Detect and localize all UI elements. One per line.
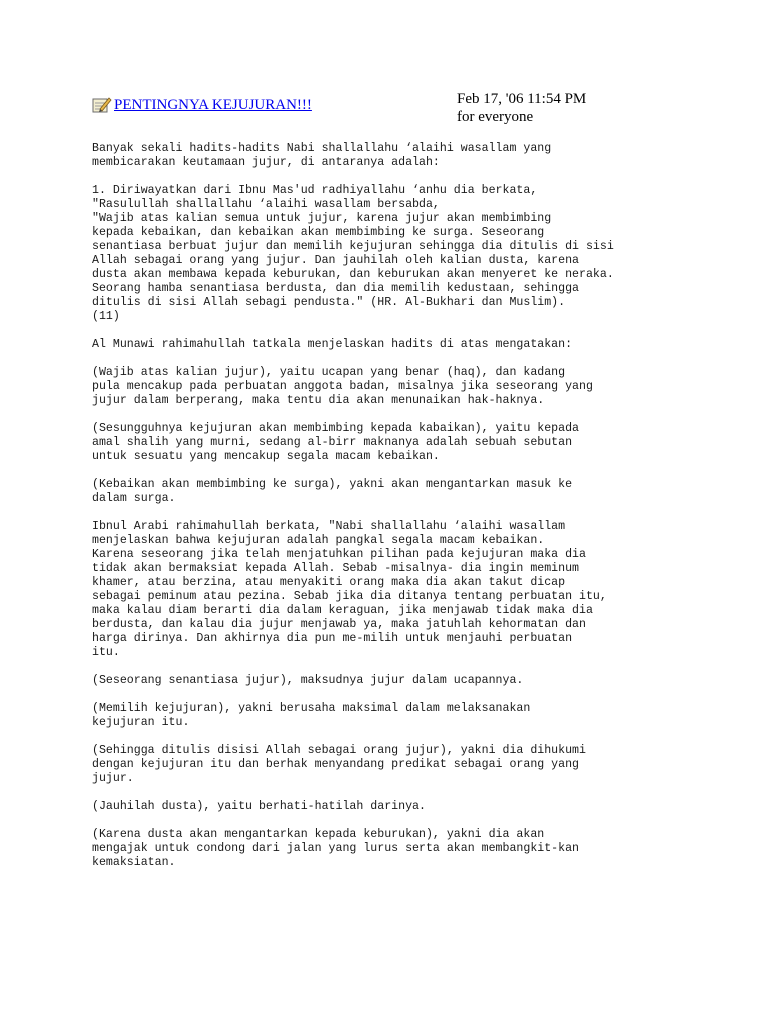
paragraph-line: mengajak untuk condong dari jalan yang lurus serta akan membangkit-kan xyxy=(92,842,580,855)
paragraph-line: Seorang hamba senantiasa berdusta, dan dia memilih kedustaan, sehingga xyxy=(92,282,580,295)
paragraph-line: menjelaskan bahwa kejujuran adalah pangkal segala macam kebaikan. xyxy=(92,534,545,547)
paragraph-line: sebagai peminum atau pezina. Sebab jika dia ditanya tentang perbuatan itu, xyxy=(92,590,607,603)
paragraph-line: (Wajib atas kalian jujur), yaitu ucapan yang benar (haq), dan kadang xyxy=(92,366,566,379)
post-visibility: for everyone xyxy=(457,109,534,125)
post-body xyxy=(92,142,742,884)
paragraph-line: (Memilih kejujuran), yakni berusaha maksimal dalam melaksanakan xyxy=(92,702,531,715)
paragraph-line: tidak akan bermaksiat kepada Allah. Sebab -misalnya- dia ingin meminum xyxy=(92,562,580,575)
paragraph-line: harga dirinya. Dan akhirnya dia pun me-milih untuk menjauhi perbuatan xyxy=(92,632,573,645)
paragraph-line: kemaksiatan. xyxy=(92,856,176,869)
paragraph-line: jujur. xyxy=(92,772,134,785)
paragraph-line: 1. Diriwayatkan dari Ibnu Mas'ud radhiyallahu ‘anhu dia berkata, xyxy=(92,184,538,197)
body-paragraph xyxy=(92,800,742,814)
paragraph-line: maka kalau diam berarti dia dalam keraguan, jika menjawab tidak maka dia xyxy=(92,604,593,617)
paragraph-line: Banyak sekali hadits-hadits Nabi shallallahu ‘alaihi wasallam yang xyxy=(92,142,552,155)
body-paragraph xyxy=(92,184,742,324)
paragraph-line: membicarakan keutamaan jujur, di antaranya adalah: xyxy=(92,156,440,169)
paragraph-line: (Seseorang senantiasa jujur), maksudnya jujur dalam ucapannya. xyxy=(92,674,524,687)
body-paragraph xyxy=(92,702,742,730)
body-paragraph xyxy=(92,520,742,660)
paragraph-line: (Jauhilah dusta), yaitu berhati-hatilah darinya. xyxy=(92,800,426,813)
paragraph-line: khamer, atau berzina, atau menyakiti orang maka dia akan takut dicap xyxy=(92,576,566,589)
paragraph-line: amal shalih yang murni, sedang al-birr maknanya adalah sebuah sebutan xyxy=(92,436,573,449)
paragraph-line: senantiasa berbuat jujur dan memilih kejujuran sehingga dia ditulis di sisi xyxy=(92,240,614,253)
paragraph-line: berdusta, dan kalau dia jujur menjawab ya, maka jatuhlah kehormatan dan xyxy=(92,618,586,631)
paragraph-line: kepada kebaikan, dan kebaikan akan membimbing ke surga. Seseorang xyxy=(92,226,545,239)
body-paragraph xyxy=(92,828,742,870)
paragraph-line: untuk sesuatu yang mencakup segala macam kebaikan. xyxy=(92,450,440,463)
notepad-pencil-icon xyxy=(92,96,112,114)
paragraph-line: (11) xyxy=(92,310,120,323)
post-header xyxy=(92,90,692,130)
paragraph-line: (Sesungguhnya kejujuran akan membimbing kepada kabaikan), yaitu kepada xyxy=(92,422,580,435)
body-paragraph xyxy=(92,478,742,506)
paragraph-line: Ibnul Arabi rahimahullah berkata, "Nabi shallallahu ‘alaihi wasallam xyxy=(92,520,566,533)
body-paragraph xyxy=(92,338,742,352)
paragraph-line: (Sehingga ditulis disisi Allah sebagai orang jujur), yakni dia dihukumi xyxy=(92,744,586,757)
paragraph-line: itu. xyxy=(92,646,120,659)
paragraph-line: Al Munawi rahimahullah tatkala menjelaskan hadits di atas mengatakan: xyxy=(92,338,573,351)
body-paragraph xyxy=(92,142,742,170)
paragraph-line: dengan kejujuran itu dan berhak menyandang predikat sebagai orang yang xyxy=(92,758,580,771)
body-paragraph xyxy=(92,366,742,408)
body-paragraph xyxy=(92,674,742,688)
post-title-row xyxy=(92,96,312,114)
paragraph-line: "Wajib atas kalian semua untuk jujur, karena jujur akan membimbing xyxy=(92,212,552,225)
post-title-link[interactable]: PENTINGNYA KEJUJURAN!!! xyxy=(114,97,312,113)
paragraph-line: ditulis di sisi Allah sebagi pendusta." (HR. Al-Bukhari dan Muslim). xyxy=(92,296,566,309)
post-date: Feb 17, '06 11:54 PM xyxy=(457,91,587,107)
paragraph-line: kejujuran itu. xyxy=(92,716,190,729)
paragraph-line: dalam surga. xyxy=(92,492,176,505)
paragraph-line: (Karena dusta akan mengantarkan kepada keburukan), yakni dia akan xyxy=(92,828,545,841)
body-paragraph xyxy=(92,422,742,464)
paragraph-line: (Kebaikan akan membimbing ke surga), yakni akan mengantarkan masuk ke xyxy=(92,478,573,491)
paragraph-line: Allah sebagai orang yang jujur. Dan jauhilah oleh kalian dusta, karena xyxy=(92,254,580,267)
body-paragraph xyxy=(92,744,742,786)
paragraph-line: jujur dalam berperang, maka tentu dia akan menunaikan hak-haknya. xyxy=(92,394,545,407)
paragraph-line: "Rasulullah shallallahu ‘alaihi wasallam bersabda, xyxy=(92,198,440,211)
paragraph-line: dusta akan membawa kepada keburukan, dan keburukan akan menyeret ke neraka. xyxy=(92,268,614,281)
post-meta xyxy=(457,90,586,126)
paragraph-line: Karena seseorang jika telah menjatuhkan pilihan pada kejujuran maka dia xyxy=(92,548,586,561)
paragraph-line: pula mencakup pada perbuatan anggota badan, misalnya jika seseorang yang xyxy=(92,380,593,393)
